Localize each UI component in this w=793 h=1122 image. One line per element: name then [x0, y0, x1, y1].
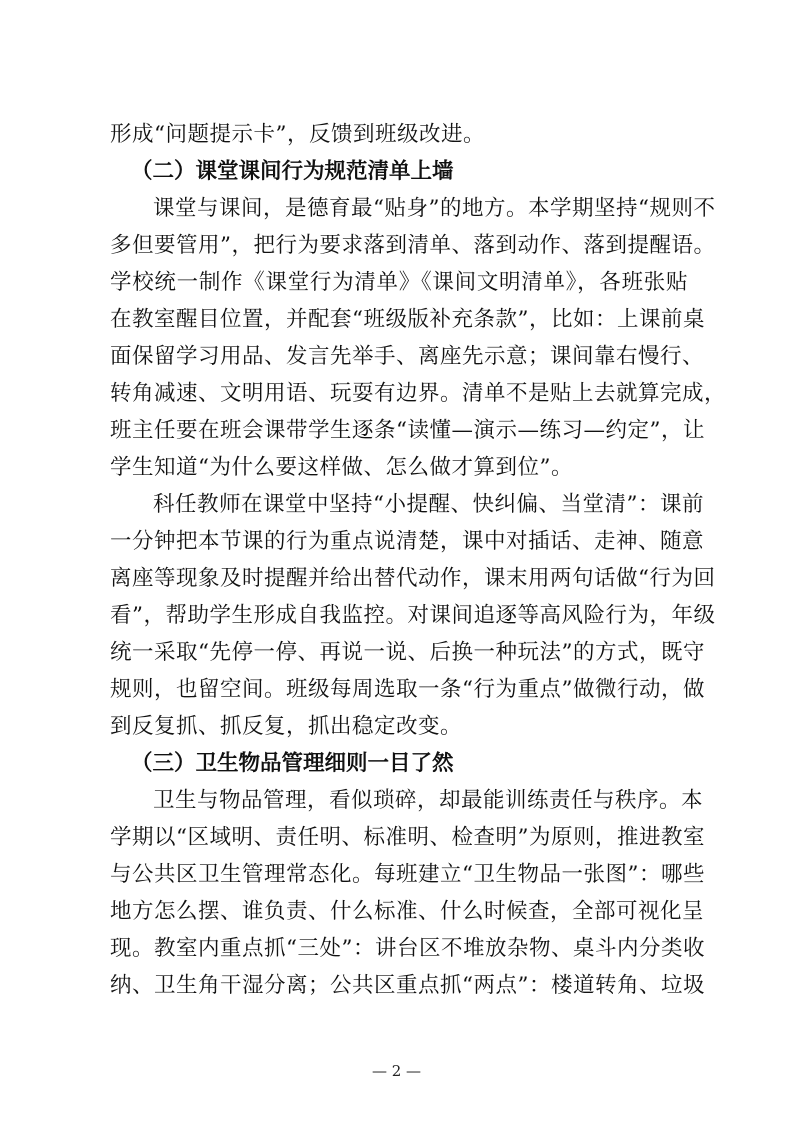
- paragraph-line: 与公共区卫生管理常态化。每班建立“卫生物品一张图”：哪些: [110, 862, 705, 887]
- paragraph-line: 离座等现象及时提醒并给出替代动作，课末用两句话做“行为回: [110, 566, 716, 591]
- paragraph-line: 课堂与课间，是德育最“贴身”的地方。本学期坚持“规则不: [153, 196, 716, 221]
- paragraph-line: 多但要管用”，把行为要求落到清单、落到动作、落到提醒语。: [110, 233, 716, 258]
- paragraph-line: 班主任要在班会课带学生逐条“读懂—演示—练习—约定”，让: [110, 418, 705, 443]
- paragraph-line: 学期以“区域明、责任明、标准明、检查明”为原则，推进教室: [110, 825, 705, 850]
- paragraph-line: 形成“问题提示卡”，反馈到班级改进。: [110, 122, 485, 147]
- paragraph-line: 学校统一制作《课堂行为清单》《课间文明清单》，各班张贴: [110, 270, 688, 295]
- paragraph-3: [110, 782, 705, 1004]
- paragraph-line: 纳、卫生角干湿分离；公共区重点抓“两点”：楼道转角、垃圾: [110, 973, 705, 998]
- paragraph-2a: [110, 190, 727, 486]
- paragraph-line: 转角减速、文明用语、玩耍有边界。清单不是贴上去就算完成，: [110, 381, 727, 406]
- paragraph-2b: [110, 486, 716, 745]
- paragraph-line: 学生知道“为什么要这样做、怎么做才算到位”。: [110, 455, 573, 480]
- paragraph-line: 地方怎么摆、谁负责、什么标准、什么时候查，全部可视化呈: [110, 899, 705, 924]
- section-heading-3: （三）卫生物品管理细则一目了然: [131, 751, 454, 776]
- paragraph-line: 看”，帮助学生形成自我监控。对课间追逐等高风险行为，年级: [110, 603, 716, 628]
- paragraph-line: 统一采取“先停一停、再说一说、后换一种玩法”的方式，既守: [110, 640, 705, 665]
- paragraph-line: 卫生与物品管理，看似琐碎，却最能训练责任与秩序。本: [153, 788, 704, 813]
- paragraph-line: 在教室醒目位置，并配套“班级版补充条款”，比如：上课前桌: [110, 307, 705, 332]
- document-body: [110, 116, 727, 1004]
- paragraph-line: 规则，也留空间。班级每周选取一条“行为重点”做微行动，做: [110, 677, 705, 702]
- paragraph-line: 科任教师在课堂中坚持“小提醒、快纠偏、当堂清”：课前: [153, 492, 704, 517]
- page-number: — 2 —: [371, 1062, 422, 1080]
- paragraph-line: 现。教室内重点抓“三处”：讲台区不堆放杂物、桌斗内分类收: [110, 936, 705, 961]
- paragraph-line: 到反复抓、抓反复，抓出稳定改变。: [110, 714, 463, 739]
- section-heading-2: （二）课堂课间行为规范清单上墙: [131, 159, 454, 184]
- paragraph-line: 面保留学习用品、发言先举手、离座先示意；课间靠右慢行、: [110, 344, 705, 369]
- paragraph-line: 一分钟把本节课的行为重点说清楚，课中对插话、走神、随意: [110, 529, 705, 554]
